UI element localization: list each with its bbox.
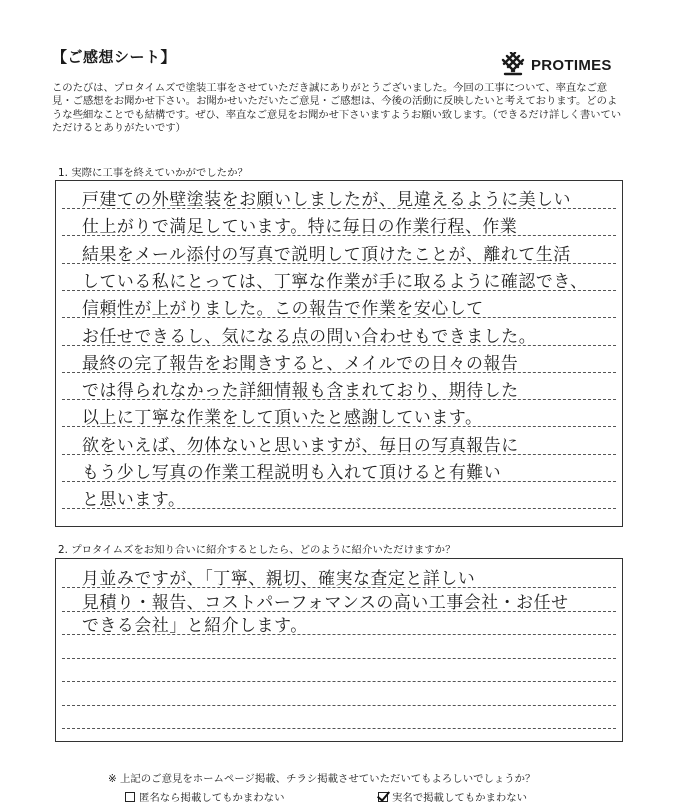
consent-option-anonymous[interactable] <box>125 789 284 804</box>
q1-handwritten-line: もう少し写真の作業工程説明も入れて頂けると有難い <box>82 463 502 483</box>
question-1-answer-box <box>55 180 623 527</box>
q2-ruled-line <box>62 705 616 706</box>
q2-handwritten-line: 見積り・報告、コストパーフォマンスの高い工事会社・お任せ <box>82 592 569 613</box>
q1-handwritten-line: 信頼性が上がりました。この報告で作業を安心して <box>82 299 484 320</box>
q1-handwritten-line: している私にとっては、丁寧な作業が手に取るように確認でき、 <box>82 271 588 292</box>
q2-ruled-line <box>62 658 616 659</box>
checkbox-real-name[interactable] <box>378 792 388 802</box>
question-2-label: 2. プロタイムズをお知り合いに紹介するとしたら、どのように紹介いただけますか？ <box>58 544 456 556</box>
q2-ruled-line <box>62 728 616 729</box>
consent-option-real-name[interactable] <box>378 789 527 804</box>
question-2-answer-box <box>55 558 623 742</box>
q1-handwritten-line: と思います。 <box>82 490 186 511</box>
question-1-label: 1. 実際に工事を終えていかがでしたか？ <box>58 167 248 179</box>
protimes-logo <box>500 52 612 78</box>
q1-handwritten-line: 欲をいえば、勿体ないと思いますが、毎日の写真報告に <box>82 435 519 456</box>
q1-handwritten-line: では得られなかった詳細情報も含まれており、期待した <box>82 381 519 402</box>
logo-text: PROTIMES <box>531 56 612 74</box>
checkbox-anonymous[interactable] <box>125 792 135 802</box>
page-title: 【ご感想シート】 <box>52 48 177 66</box>
protimes-x-logo-icon <box>500 52 526 78</box>
q1-handwritten-line: 結果をメール添付の写真で説明して頂けたことが、離れて生活 <box>82 244 571 265</box>
q2-handwritten-line: 月並みですが、「丁寧、親切、確実な査定と詳しい <box>82 569 476 589</box>
q1-handwritten-line: 仕上がりで満足しています。特に毎日の作業行程、作業 <box>82 217 518 238</box>
q2-handwritten-line: できる会社」と紹介します。 <box>82 616 308 636</box>
q2-ruled-line <box>62 681 616 682</box>
consent-option-real-name-label: 実名で掲載してもかまわない <box>392 792 528 804</box>
q1-handwritten-line: 以上に丁寧な作業をして頂いたと感謝しています。 <box>82 408 483 429</box>
q1-handwritten-line: 戸建ての外壁塗装をお願いしましたが、見違えるように美しい <box>82 190 572 210</box>
consent-option-anonymous-label: 匿名なら掲載してもかまわない <box>139 792 285 804</box>
q1-handwritten-line: 最終の完了報告をお聞きすると、メイルでの日々の報告 <box>82 353 519 374</box>
q1-handwritten-line: お任せできるし、気になる点の問い合わせもできました。 <box>82 326 537 347</box>
publication-consent-note: ※ 上記のご意見をホームページ掲載、チラシ掲載させていただいてもよろしいでしょうか？ <box>108 773 536 785</box>
intro-text: このたびは、プロタイムズで塗装工事をさせていただき誠にありがとうございました。今回の工事について、率直なご意見・ご感想をお聞かせ下さい。お聞かせいただいたご意見・ご感想は、今後の活動に反映したいと考えております。どのような些細なことでも結構です。ぜひ、率直なご意見をお聞かせ下さいますようお願い致します。（できるだけ詳しく書いていただけるとありがたいです） <box>52 82 621 135</box>
